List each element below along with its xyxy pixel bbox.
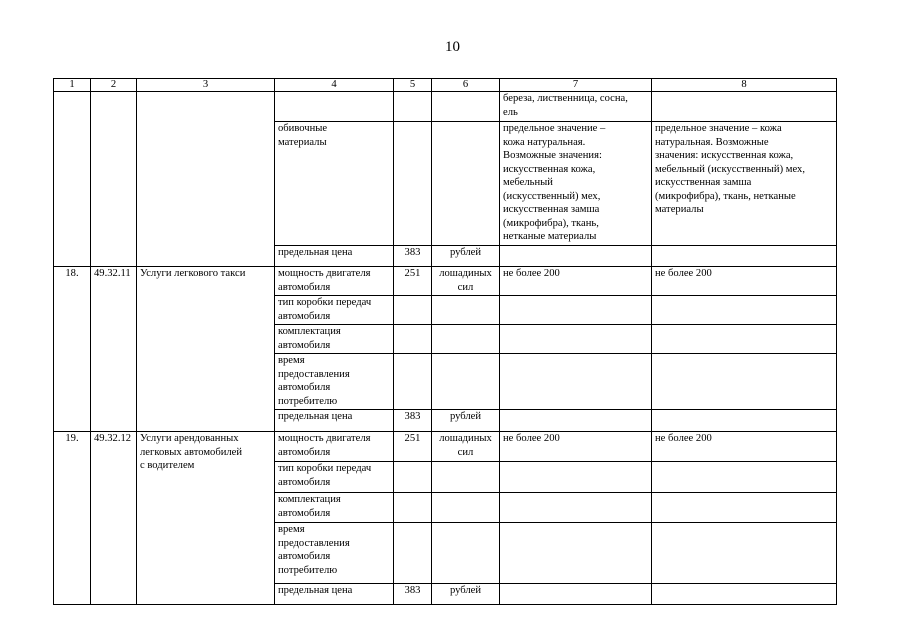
table-cell: 383 xyxy=(394,246,432,267)
table-cell xyxy=(500,354,652,410)
cell-text: автомобиля xyxy=(278,446,331,458)
cell-text: обивочные xyxy=(278,123,328,134)
cell-text: кожа натуральная. xyxy=(503,136,586,148)
table-cell xyxy=(652,584,837,605)
table-cell xyxy=(432,432,500,462)
table-cell xyxy=(432,267,500,296)
table-cell: 383 xyxy=(394,410,432,432)
table-cell xyxy=(394,92,432,122)
table-cell xyxy=(91,92,137,267)
table-cell xyxy=(432,523,500,584)
table-cell xyxy=(275,493,394,523)
table-cell xyxy=(652,354,837,410)
table-cell: не более 200 xyxy=(652,267,837,296)
cell-text: сил xyxy=(457,281,474,293)
cell-text: мебельный (искусственный) мех, xyxy=(655,163,805,175)
column-header: 5 xyxy=(394,79,432,92)
cell-text: автомобиля xyxy=(278,476,331,488)
table-cell xyxy=(275,432,394,462)
column-number-row xyxy=(54,79,837,92)
cell-text: с водителем xyxy=(140,460,195,471)
table-row xyxy=(54,432,837,462)
table-cell xyxy=(652,410,837,432)
cell-text: автомобиля xyxy=(278,507,331,519)
table-cell: предельная цена xyxy=(275,246,394,267)
table-cell: предельная цена xyxy=(275,410,394,432)
cell-text: предоставления xyxy=(278,537,350,549)
requirements-table xyxy=(53,78,837,605)
cell-text: мебельный xyxy=(503,177,553,188)
item-group xyxy=(54,432,837,605)
item-code: 49.32.12 xyxy=(91,432,137,605)
table-cell xyxy=(432,325,500,354)
item-number: 19. xyxy=(54,432,91,605)
cell-text: легковых автомобилей xyxy=(140,446,243,458)
table-row xyxy=(54,92,837,122)
item-number: 18. xyxy=(54,267,91,432)
table-cell xyxy=(432,354,500,410)
table-cell xyxy=(394,122,432,246)
table-cell: предельная цена xyxy=(275,584,394,605)
table-cell xyxy=(275,325,394,354)
cell-text: лошадиных xyxy=(439,268,492,279)
cell-text: Возможные значения: xyxy=(503,150,602,161)
table-cell xyxy=(432,493,500,523)
cell-text: автомобиля xyxy=(278,310,331,322)
page-number: 10 xyxy=(445,39,460,55)
cell-text: (микрофибра), ткань, xyxy=(503,217,599,229)
cell-text: (микрофибра), ткань, нетканые xyxy=(655,190,796,202)
table-cell xyxy=(394,296,432,325)
table-cell xyxy=(275,296,394,325)
table-cell xyxy=(275,462,394,493)
table-cell xyxy=(137,92,275,267)
item-code: 49.32.11 xyxy=(91,267,137,432)
cell-text: нетканые материалы xyxy=(503,231,597,242)
table-cell xyxy=(275,267,394,296)
table-cell xyxy=(652,92,837,122)
table-cell: 251 xyxy=(394,267,432,296)
cell-text: автомобиля xyxy=(278,339,331,351)
table-cell xyxy=(652,493,837,523)
column-header: 1 xyxy=(54,79,91,92)
table-cell: не более 200 xyxy=(500,432,652,462)
cell-text: время xyxy=(278,524,305,535)
cell-text: предельное значение – xyxy=(503,123,606,134)
cell-text: потребителю xyxy=(278,395,338,407)
table-cell: 383 xyxy=(394,584,432,605)
table-cell xyxy=(500,462,652,493)
table-cell xyxy=(500,410,652,432)
cell-text: мощность двигателя xyxy=(278,268,371,279)
table-cell xyxy=(432,92,500,122)
cell-text: потребителю xyxy=(278,564,338,576)
table-cell xyxy=(275,523,394,584)
table-cell xyxy=(500,246,652,267)
cell-text: Услуги арендованных xyxy=(140,433,239,444)
table-cell xyxy=(394,523,432,584)
cell-text: натуральная. Возможные xyxy=(655,136,769,148)
cell-text: комплектация xyxy=(278,326,341,337)
table-cell xyxy=(500,122,652,246)
table-cell xyxy=(394,354,432,410)
table-cell: не более 200 xyxy=(500,267,652,296)
cell-text: автомобиля xyxy=(278,551,331,562)
table-cell xyxy=(432,122,500,246)
cell-text: искусственная замша xyxy=(655,177,752,188)
cell-text: автомобиля xyxy=(278,382,331,393)
cell-text: время xyxy=(278,355,305,366)
column-header: 4 xyxy=(275,79,394,92)
table-cell: рублей xyxy=(432,584,500,605)
item-group xyxy=(54,267,837,432)
column-header: 6 xyxy=(432,79,500,92)
cell-text: материалы xyxy=(278,136,327,148)
table-cell xyxy=(500,523,652,584)
cell-text: комплектация xyxy=(278,494,341,505)
table-cell xyxy=(54,92,91,267)
table-cell xyxy=(652,523,837,584)
table-cell: 251 xyxy=(394,432,432,462)
table-cell xyxy=(500,493,652,523)
table-cell xyxy=(652,462,837,493)
cell-text: искусственная кожа, xyxy=(503,163,596,175)
table-cell xyxy=(394,462,432,493)
cell-text: Услуги легкового такси xyxy=(140,268,246,279)
table-cell xyxy=(432,296,500,325)
table-cell xyxy=(652,122,837,246)
table-cell xyxy=(275,92,394,122)
table-cell xyxy=(500,584,652,605)
column-header: 8 xyxy=(652,79,837,92)
table-cell xyxy=(652,246,837,267)
column-header: 2 xyxy=(91,79,137,92)
column-header: 3 xyxy=(137,79,275,92)
table-cell xyxy=(500,325,652,354)
cell-text: материалы xyxy=(655,204,704,215)
table-cell xyxy=(500,92,652,122)
cell-text: береза, лиственница, сосна, xyxy=(503,93,628,104)
table-cell xyxy=(394,325,432,354)
table-cell xyxy=(275,354,394,410)
cell-text: тип коробки передач xyxy=(278,463,372,474)
table-cell: не более 200 xyxy=(652,432,837,462)
cell-text: предельное значение – кожа xyxy=(655,123,782,134)
cell-text: лошадиных xyxy=(439,433,492,444)
table-row xyxy=(54,267,837,296)
table-cell xyxy=(500,296,652,325)
column-header: 7 xyxy=(500,79,652,92)
cell-text: автомобиля xyxy=(278,281,331,293)
table-cell xyxy=(275,122,394,246)
table-cell xyxy=(394,493,432,523)
table-cell: рублей xyxy=(432,410,500,432)
item-name xyxy=(137,432,275,605)
cell-text: ель xyxy=(503,106,518,118)
cell-text: тип коробки передач xyxy=(278,297,372,308)
cell-text: значения: искусственная кожа, xyxy=(655,150,794,161)
table-cell xyxy=(652,296,837,325)
cell-text: (искусственный) мех, xyxy=(503,190,601,202)
table-cell: рублей xyxy=(432,246,500,267)
cell-text: мощность двигателя xyxy=(278,433,371,444)
table-cell xyxy=(652,325,837,354)
cell-text: искусственная замша xyxy=(503,204,600,215)
cell-text: предоставления xyxy=(278,368,350,380)
item-name xyxy=(137,267,275,432)
table-cell xyxy=(432,462,500,493)
cell-text: сил xyxy=(457,446,474,458)
